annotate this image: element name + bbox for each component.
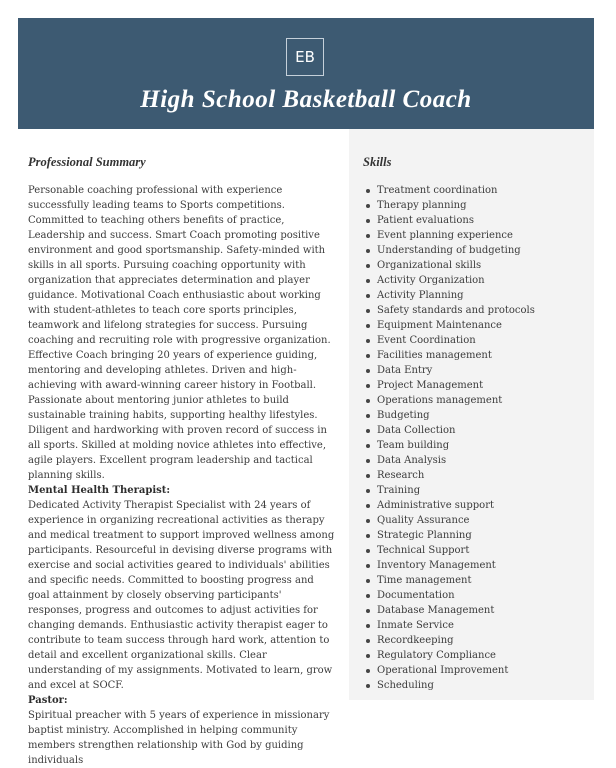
skill-item — [363, 423, 535, 438]
skill-label: Inventory Management — [377, 560, 496, 571]
skill-item — [363, 348, 535, 363]
skill-label: Event planning experience — [377, 230, 513, 241]
skill-item — [363, 678, 535, 693]
skill-label: Safety standards and protocols — [377, 305, 535, 316]
monogram-badge: EB — [286, 38, 324, 76]
bullet-icon — [366, 489, 370, 493]
skill-label: Treatment coordination — [377, 185, 498, 196]
skill-item — [363, 243, 535, 258]
bullet-icon — [366, 459, 370, 463]
bullet-icon — [366, 474, 370, 478]
skill-label: Data Analysis — [377, 455, 447, 466]
skill-label: Activity Organization — [377, 275, 485, 286]
summary-intro: Personable coaching professional with experience successfully leading teams to Sports competitions. Committed to teaching others benefits of practice, Leadership and success. Smart Coach promoting positive environment and good sportsmanship. Safety-minded with skills in all sports. Pursuing coaching opportunity with organization that appreciates determination and player guidance. Motivational Coach enthusiastic about working with student-athletes to teach core sports principles, teamwork and lifelong strategies for success. Pursuing coaching and recruiting role with progressive organization. Effective Coach bringing 20 years of experience guiding, mentoring and developing athletes. Driven and high-achieving with award-winning career history in Football. Passionate about mentoring junior athletes to build sustainable training habits, supporting healthy lifestyles. Diligent and hardworking with proven record of success in all sports. Skilled at molding novice athletes into effective, agile players. Excellent program leadership and tactical planning skills. — [28, 185, 331, 481]
bullet-icon — [366, 519, 370, 523]
skill-item — [363, 228, 535, 243]
resume-page — [18, 18, 594, 766]
skill-label: Event Coordination — [377, 335, 476, 346]
bullet-icon — [366, 279, 370, 283]
skill-label: Facilities management — [377, 350, 492, 361]
skill-item — [363, 183, 535, 198]
skill-item — [363, 393, 535, 408]
bullet-icon — [366, 399, 370, 403]
skill-label: Team building — [377, 440, 450, 451]
skill-item — [363, 618, 535, 633]
skill-label: Database Management — [377, 605, 495, 616]
skill-label: Budgeting — [377, 410, 430, 421]
skill-item — [363, 633, 535, 648]
skill-label: Data Entry — [377, 365, 433, 376]
skill-label: Recordkeeping — [377, 635, 454, 646]
skill-item — [363, 513, 535, 528]
bullet-icon — [366, 264, 370, 268]
skill-item — [363, 648, 535, 663]
skill-item — [363, 588, 535, 603]
bullet-icon — [366, 369, 370, 373]
skill-label: Therapy planning — [377, 200, 467, 211]
skill-label: Patient evaluations — [377, 215, 474, 226]
main-column — [18, 129, 349, 766]
resume-header — [18, 18, 594, 129]
bullet-icon — [366, 534, 370, 538]
skill-label: Documentation — [377, 590, 455, 601]
skill-item — [363, 528, 535, 543]
skill-item — [363, 498, 535, 513]
skill-label: Technical Support — [377, 545, 470, 556]
summary-pastor-text: Spiritual preacher with 5 years of experience in missionary baptist ministry. Accomplished in helping community members strengthen relationship with God by guiding individuals — [28, 710, 330, 766]
skill-label: Time management — [377, 575, 472, 586]
bullet-icon — [366, 609, 370, 613]
bullet-icon — [366, 624, 370, 628]
bullet-icon — [366, 354, 370, 358]
skill-label: Strategic Planning — [377, 530, 472, 541]
skill-label: Operational Improvement — [377, 665, 509, 676]
skill-label: Activity Planning — [377, 290, 464, 301]
skill-item — [363, 318, 535, 333]
summary-subheading-pastor: Pastor: — [28, 695, 68, 706]
summary-body — [28, 183, 338, 768]
skill-item — [363, 558, 535, 573]
bullet-icon — [366, 234, 370, 238]
skill-item — [363, 468, 535, 483]
bullet-icon — [366, 204, 370, 208]
bullet-icon — [366, 324, 370, 328]
skill-label: Inmate Service — [377, 620, 454, 631]
bullet-icon — [366, 444, 370, 448]
resume-title: High School Basketball Coach — [140, 86, 472, 113]
skill-item — [363, 198, 535, 213]
skill-item — [363, 603, 535, 618]
skill-item — [363, 258, 535, 273]
skill-item — [363, 408, 535, 423]
summary-heading: Professional Summary — [28, 155, 146, 169]
skill-item — [363, 363, 535, 378]
skill-item — [363, 273, 535, 288]
bullet-icon — [366, 249, 370, 253]
skill-label: Project Management — [377, 380, 484, 391]
skill-item — [363, 378, 535, 393]
skill-label: Research — [377, 470, 425, 481]
bullet-icon — [366, 219, 370, 223]
bullet-icon — [366, 549, 370, 553]
bullet-icon — [366, 579, 370, 583]
skill-label: Training — [377, 485, 421, 496]
skill-item — [363, 288, 535, 303]
bullet-icon — [366, 189, 370, 193]
skill-item — [363, 213, 535, 228]
bullet-icon — [366, 384, 370, 388]
bullet-icon — [366, 594, 370, 598]
skill-item — [363, 333, 535, 348]
bullet-icon — [366, 639, 370, 643]
skill-label: Understanding of budgeting — [377, 245, 521, 256]
skill-item — [363, 438, 535, 453]
skill-label: Data Collection — [377, 425, 456, 436]
summary-mental-health-text: Dedicated Activity Therapist Specialist with 24 years of experience in organizing recreational activities as therapy and medical treatment to support improved wellness among participants. Resourceful in devising diverse programs with exercise and social activities geared to individuals' abilities and specific needs. Committed to boosting progress and goal attainment by closely observing participants' responses, progress and outcomes to adjust activities for changing demands. Enthusiastic activity therapist eager to contribute to team success through hard work, attention to detail and excellent organizational skills. Clear understanding of my assignments. Motivated to learn, grow and excel at SOCF. — [28, 500, 335, 691]
skill-label: Scheduling — [377, 680, 434, 691]
skill-item — [363, 573, 535, 588]
bullet-icon — [366, 294, 370, 298]
skill-item — [363, 663, 535, 678]
skills-heading: Skills — [363, 155, 392, 169]
bullet-icon — [366, 309, 370, 313]
skills-list — [363, 183, 535, 693]
skill-label: Equipment Maintenance — [377, 320, 502, 331]
bullet-icon — [366, 654, 370, 658]
bullet-icon — [366, 669, 370, 673]
bullet-icon — [366, 414, 370, 418]
bullet-icon — [366, 504, 370, 508]
skill-item — [363, 453, 535, 468]
skill-label: Organizational skills — [377, 260, 482, 271]
bullet-icon — [366, 564, 370, 568]
bullet-icon — [366, 684, 370, 688]
skill-item — [363, 543, 535, 558]
skill-label: Operations management — [377, 395, 503, 406]
skill-item — [363, 483, 535, 498]
bullet-icon — [366, 339, 370, 343]
summary-subheading-mental-health: Mental Health Therapist: — [28, 485, 171, 496]
bullet-icon — [366, 429, 370, 433]
skill-label: Quality Assurance — [377, 515, 470, 526]
skill-label: Administrative support — [377, 500, 494, 511]
skill-label: Regulatory Compliance — [377, 650, 496, 661]
sidebar-column — [349, 129, 594, 700]
skill-item — [363, 303, 535, 318]
